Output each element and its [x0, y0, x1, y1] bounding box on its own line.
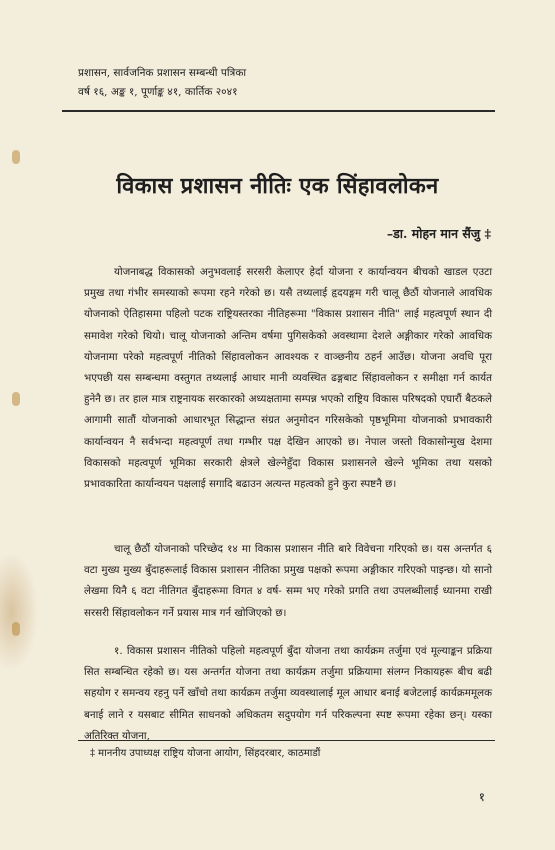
journal-name: प्रशासन, सार्वजनिक प्रशासन सम्बन्धी पत्रिका [78, 67, 247, 79]
article-author: –डा. मोहन मान सैंजु ‡ [386, 226, 491, 241]
footnote-rule [78, 740, 495, 741]
page-number: १ [478, 790, 485, 804]
issue-details: वर्ष १६, अङ्क १, पूर्णाङ्क ४१, कार्तिक २०४१ [78, 86, 238, 98]
water-stain [0, 552, 38, 672]
journal-masthead [78, 64, 498, 102]
binding-hole [12, 622, 20, 636]
binding-hole [12, 150, 20, 164]
body-paragraph: १. विकास प्रशासन नीतिको पहिलो महत्वपूर्ण बुँदा योजना तथा कार्यक्रम तर्जुमा एवं मूल्याङ्कन प्रक्रिया सित सम्बन्धित रहेको छ। यस अन्तर्गत योजना तथा कार्यक्रम तर्जुमा प्रक्रियामा संलग्न निकायहरू बीच बढी सहयोग र समन्वय रहनु पर्ने खाँचो तथा कार्यक्रम तर्जुमा व्यवस्थालाई मूल आधार बनाई बजेटलाई कार्यक्रममूलक बनाई लाने र यसबाट सीमित साधनको अधिकतम सदुपयोग गर्न परिकल्पना स्पष्ट रूपमा रहेका छन्। यस्का अतिरिक्त योजना, [84, 645, 492, 742]
header-rule [62, 110, 495, 112]
article-title: विकास प्रशासन नीतिः एक सिंहावलोकन [116, 173, 439, 199]
body-paragraph: चालू छैठौं योजनाको परिच्छेद १४ मा विकास प्रशासन नीति बारे विवेचना गरिएको छ। यस अन्तर्गत ६ वटा मुख्य मुख्य बुँदाहरूलाई विकास प्रशासन नीतिका प्रमुख पक्षको रूपमा अङ्गीकार गरिएको पाइन्छ। यो सानो लेखमा यिनै ६ वटा नीतिगत बुँदाहरूमा विगत ४ वर्ष- सम्म भए गरेको प्रगति तथा उपलब्धीलाई ध्यानमा राखी सरसरी सिंहावलोकन गर्ने प्रयास मात्र गर्न खोजिएको छ। [84, 543, 492, 619]
binding-hole [12, 392, 20, 406]
body-paragraph: योजनाबद्ध विकासको अनुभवलाई सरसरी केलाएर हेर्दा योजना र कार्यान्वयन बीचको खाडल एउटा प्रमुख तथा गंभीर समस्याको रूपमा रहने गरेको छ। यसै तथ्यलाई हृदयङ्गम गरी चालू छैठौं योजनाले आवधिक योजनाको ऐतिहासमा पहिलो पटक राष्ट्रियस्तरका नीतिहरूमा "विकास प्रशासन नीति" लाई महत्वपूर्ण स्थान दी समावेश गरेको थियो। चालू योजनाको अन्तिम वर्षमा पुगिसकेको अवस्थामा देशले अङ्गीकार गरेको आवधिक योजनामा परेको महत्वपूर्ण नीतिको सिंहावलोकन आवश्यक र वाञ्छनीय ठहर्न आउँछ। योजना अवधि पूरा भएपछी यस सम्बन्धमा वस्तुगत तथ्यलाई आधार मानी व्यवस्थित ढङ्गबाट सिंहावलोकन र समीक्षा गर्न कार्यत हुनेनै छ। तर हाल मात्र राष्ट्रनायक सरकारको अध्यक्षतामा सम्पन्न भएको राष्ट्रिय विकास परिषदको एघारौं बैठकले आगामी सातौं योजनाको आधारभूत सिद्धान्त संग्रत अनुमोदन गरिसकेको पृष्ठभूमिमा योजनाको प्रभावकारी कार्यान्वयन नै सर्वभन्दा महत्वपूर्ण तथा गम्भीर पक्ष देखिन आएको छ। नेपाल जस्तो विकासोन्मुख देशमा विकासको महत्वपूर्ण भूमिका सरकारी क्षेत्रले खेल्नेहुँदा विकास प्रशासनले खेल्ने भूमिका तथा यसको प्रभावकारिता कार्यान्वयन पक्षलाई सगादि बढाउन अत्यन्त महत्वको हुने कुरा स्पष्टनै छ। [84, 266, 492, 491]
author-footnote: ‡ माननीय उपाध्यक्ष राष्ट्रिय योजना आयोग, सिंहदरबार, काठमाडौं [90, 748, 321, 759]
